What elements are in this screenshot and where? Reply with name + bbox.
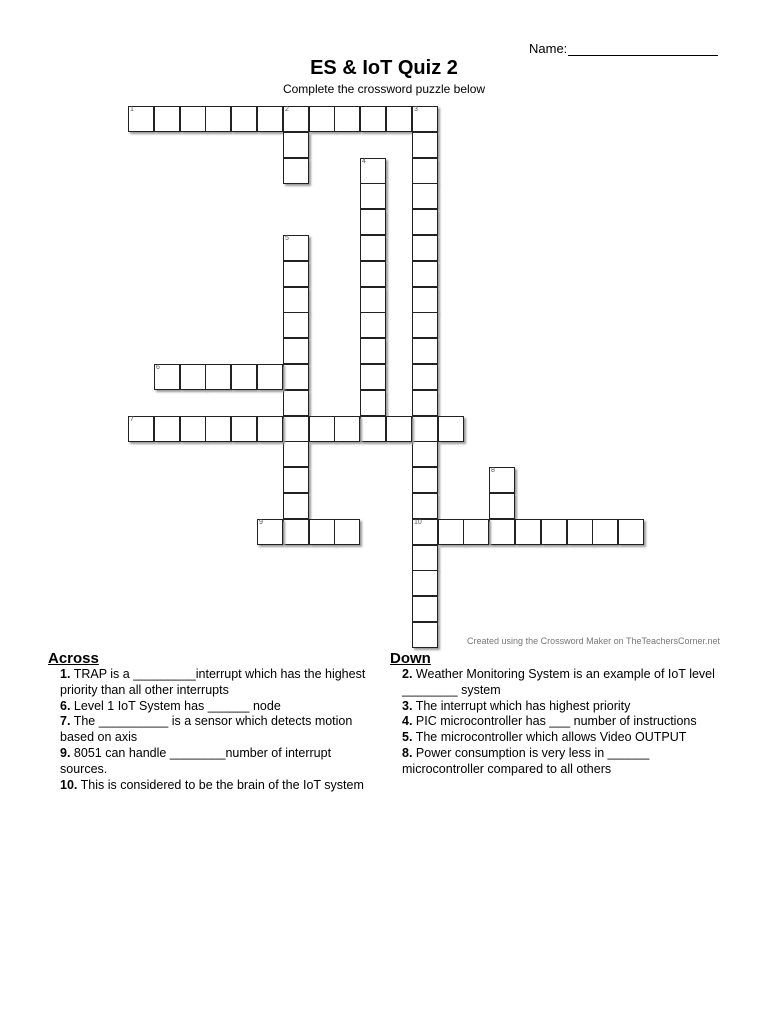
crossword-cell[interactable] [309,416,335,442]
crossword-cell[interactable] [154,364,180,390]
crossword-cell[interactable] [412,467,438,493]
clue-number-label: 7 [130,416,134,423]
crossword-cell[interactable] [231,364,257,390]
crossword-cell[interactable] [360,416,386,442]
credit-note: Created using the Crossword Maker on TheTeachersCorner.net [467,636,720,646]
crossword-cell[interactable] [386,106,412,132]
crossword-cell[interactable] [283,390,309,416]
clue-number-label: 10 [414,519,422,526]
clue-text: 8051 can handle ________number of interrupt sources. [60,745,332,776]
name-label: Name: [529,41,568,56]
crossword-cell[interactable] [618,519,644,545]
crossword-cell[interactable] [283,467,309,493]
across-clue [60,714,378,746]
crossword-cell[interactable] [412,209,438,235]
down-clue [402,699,720,715]
crossword-cell[interactable] [154,416,180,442]
crossword-cell[interactable] [515,519,541,545]
page-subtitle: Complete the crossword puzzle below [282,82,486,96]
crossword-cell[interactable] [283,312,309,338]
crossword-cell[interactable] [438,416,464,442]
crossword-cell[interactable] [412,390,438,416]
crossword-cell[interactable] [283,235,309,261]
crossword-cell[interactable] [412,493,438,519]
crossword-cell[interactable] [283,441,309,467]
crossword-cell[interactable] [154,106,180,132]
clue-text: Level 1 IoT System has ______ node [73,698,281,713]
crossword-cell[interactable] [592,519,618,545]
crossword-cell[interactable] [360,183,386,209]
crossword-cell[interactable] [283,493,309,519]
clue-number-label: 1 [130,106,134,113]
crossword-cell[interactable] [309,106,335,132]
crossword-cell[interactable] [412,261,438,287]
crossword-cell[interactable] [489,467,515,493]
crossword-cell[interactable] [412,441,438,467]
clue-text: PIC microcontroller has ___ number of instructions [415,714,697,729]
across-clue [60,699,378,715]
crossword-cell[interactable] [360,158,386,184]
across-clue [60,778,378,794]
crossword-cell[interactable] [412,132,438,158]
crossword-cell[interactable] [463,519,489,545]
crossword-cell[interactable] [360,287,386,313]
crossword-cell[interactable] [438,519,464,545]
crossword-cell[interactable] [128,106,154,132]
crossword-cell[interactable] [412,287,438,313]
down-heading: Down [390,650,431,667]
crossword-cell[interactable] [412,106,438,132]
across-clues [48,650,378,793]
crossword-cell[interactable] [309,519,335,545]
clue-number-label: 8 [491,467,495,474]
clue-text: This is considered to be the brain of the IoT system [80,777,364,792]
crossword-cell[interactable] [334,106,360,132]
crossword-cell[interactable] [412,622,438,648]
crossword-cell[interactable] [412,158,438,184]
crossword-cell[interactable] [231,106,257,132]
crossword-cell[interactable] [334,416,360,442]
clue-text: The interrupt which has highest priority [415,698,631,713]
down-clue [402,667,720,699]
crossword-cell[interactable] [283,287,309,313]
crossword-cell[interactable] [412,596,438,622]
clue-number: 10. [60,777,78,792]
crossword-cell[interactable] [489,519,515,545]
across-clue [60,667,378,699]
crossword-cell[interactable] [205,416,231,442]
crossword-cell[interactable] [360,390,386,416]
crossword-cell[interactable] [283,519,309,545]
crossword-cell[interactable] [283,132,309,158]
crossword-cell[interactable] [412,338,438,364]
crossword-cell[interactable] [360,209,386,235]
crossword-cell[interactable] [283,338,309,364]
crossword-cell[interactable] [257,364,283,390]
clue-number-label: 6 [156,364,160,371]
crossword-cell[interactable] [283,158,309,184]
crossword-cell[interactable] [412,312,438,338]
down-clue [402,714,720,730]
clue-text: TRAP is a _________interrupt which has the highest priority than all other interrupts [60,667,366,697]
crossword-cell[interactable] [283,416,309,442]
crossword-cell[interactable] [412,416,438,442]
clue-number-label: 4 [362,158,366,165]
clue-text: The __________ is a sensor which detects motion based on axis [60,714,353,745]
crossword-cell[interactable] [180,106,206,132]
clue-number-label: 5 [285,235,289,242]
crossword-cell[interactable] [360,312,386,338]
crossword-cell[interactable] [231,416,257,442]
crossword-cell[interactable] [541,519,567,545]
clue-number: 9. [60,745,71,760]
page-title: ES & IoT Quiz 2 [310,57,458,79]
crossword-cell[interactable] [412,570,438,596]
clue-text: Power consumption is very less in ______ microcontroller compared to all others [402,745,650,776]
crossword-cell[interactable] [412,183,438,209]
clue-number: 3. [402,698,413,713]
across-clue [60,746,378,778]
crossword-cell[interactable] [412,364,438,390]
crossword-cell[interactable] [205,364,231,390]
down-clues [390,650,720,778]
clue-number-label: 2 [285,106,289,113]
crossword-cell[interactable] [360,338,386,364]
clue-number: 6. [60,698,71,713]
crossword-cell[interactable] [412,545,438,571]
crossword-cell[interactable] [205,106,231,132]
crossword-cell[interactable] [334,519,360,545]
clue-number-label: 9 [259,519,263,526]
clue-number: 1. [60,667,71,681]
clue-text: Weather Monitoring System is an example of IoT level ________ system [402,667,715,697]
crossword-cell[interactable] [360,106,386,132]
clue-number: 4. [402,714,413,729]
down-clue [402,730,720,746]
crossword-cell[interactable] [257,416,283,442]
crossword-cell[interactable] [257,519,283,545]
across-heading: Across [48,650,99,667]
clue-number: 8. [402,745,413,760]
crossword-cell[interactable] [360,235,386,261]
crossword-cell[interactable] [360,261,386,287]
clue-number: 7. [60,714,71,729]
clue-number-label: 3 [414,106,418,113]
crossword-cell[interactable] [360,364,386,390]
crossword-cell[interactable] [180,416,206,442]
crossword-cell[interactable] [567,519,593,545]
crossword-cell[interactable] [180,364,206,390]
crossword-cell[interactable] [128,416,154,442]
crossword-cell[interactable] [489,493,515,519]
crossword-cell[interactable] [283,261,309,287]
crossword-cell[interactable] [257,106,283,132]
crossword-cell[interactable] [412,235,438,261]
crossword-cell[interactable] [412,519,438,545]
crossword-cell[interactable] [283,106,309,132]
down-clue [402,746,720,778]
clue-number: 5. [402,730,413,745]
crossword-cell[interactable] [283,364,309,390]
clue-text: The microcontroller which allows Video OUTPUT [415,730,687,745]
crossword-cell[interactable] [386,416,412,442]
clue-number: 2. [402,667,413,681]
